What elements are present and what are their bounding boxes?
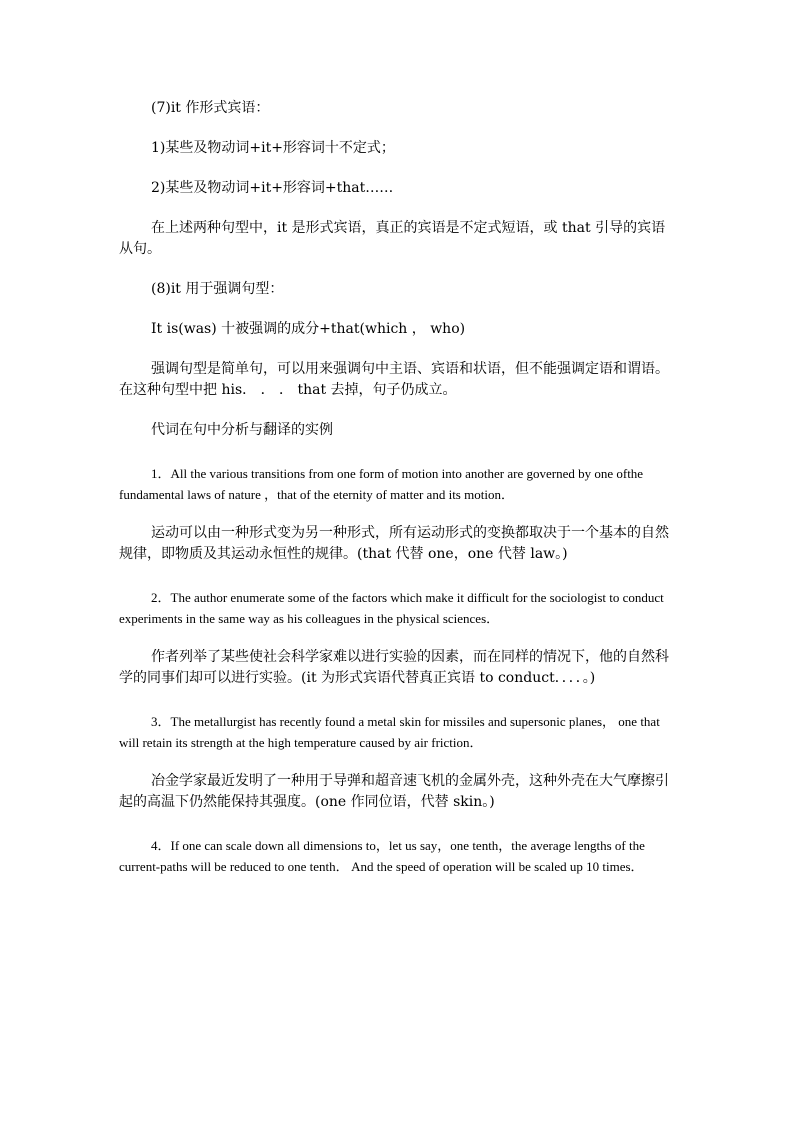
example-3-translation: 冶金学家最近发明了一种用于导弹和超音速飞机的金属外壳，这种外壳在大气摩擦引起的高温下仍然能保持其强度。(one 作同位语，代替 skin。) [119,773,669,810]
example-1-english: 1．All the various transitions from one form of motion into another are governed by one ofthe fundamental laws of nature ，that of the eternity of matter and its motion． [119,466,644,502]
heading-it-formal-object: (7)it 作形式宾语： [151,100,270,116]
document-body [119,98,675,877]
example-2-translation: 作者列举了某些使社会科学家难以进行实验的因素，而在同样的情况下，他的自然科学的同事们却可以进行实验。(it 为形式宾语代替真正宾语 to conduct．．．．。) [119,649,669,686]
explanation-paragraph: 在上述两种句型中，it 是形式宾语，真正的宾语是不定式短语，或 that 引导的宾语从句。 [119,220,666,257]
emphasis-explanation: 强调句型是简单句，可以用来强调句中主语、宾语和状语，但不能强调定语和谓语。在这种句型中把 his． ． ． that 去掉，句子仍成立。 [119,361,669,398]
pattern-item-2: 2)某些及物动词+it+形容词+that…… [151,180,394,196]
example-3-english: 3．The metallurgist has recently found a metal skin for missiles and supersonic planes， one that will retain its strength at the high temperature caused by air friction． [119,714,660,750]
emphasis-pattern: It is(was) 十被强调的成分+that(which ， who) [151,321,466,337]
example-2-english: 2．The author enumerate some of the factors which make it difficult for the sociologist to conduct experiments in the same way as his colleagues in the physical sciences． [119,590,664,626]
example-1-translation: 运动可以由一种形式变为另一种形式，所有运动形式的变换都取决于一个基本的自然规律，即物质及其运动永恒性的规律。(that 代替 one，one 代替 law。) [119,525,669,562]
heading-it-emphasis: (8)it 用于强调句型： [151,281,284,297]
section-title-examples: 代词在句中分析与翻译的实例 [151,422,333,438]
example-4-english: 4．If one can scale down all dimensions to，let us say，one tenth，the average lengths of the current-paths will be reduced to one tenth． And the speed of operation will be scaled up 10 times． [119,838,645,874]
pattern-item-1: 1)某些及物动词+it+形容词十不定式； [151,140,395,156]
